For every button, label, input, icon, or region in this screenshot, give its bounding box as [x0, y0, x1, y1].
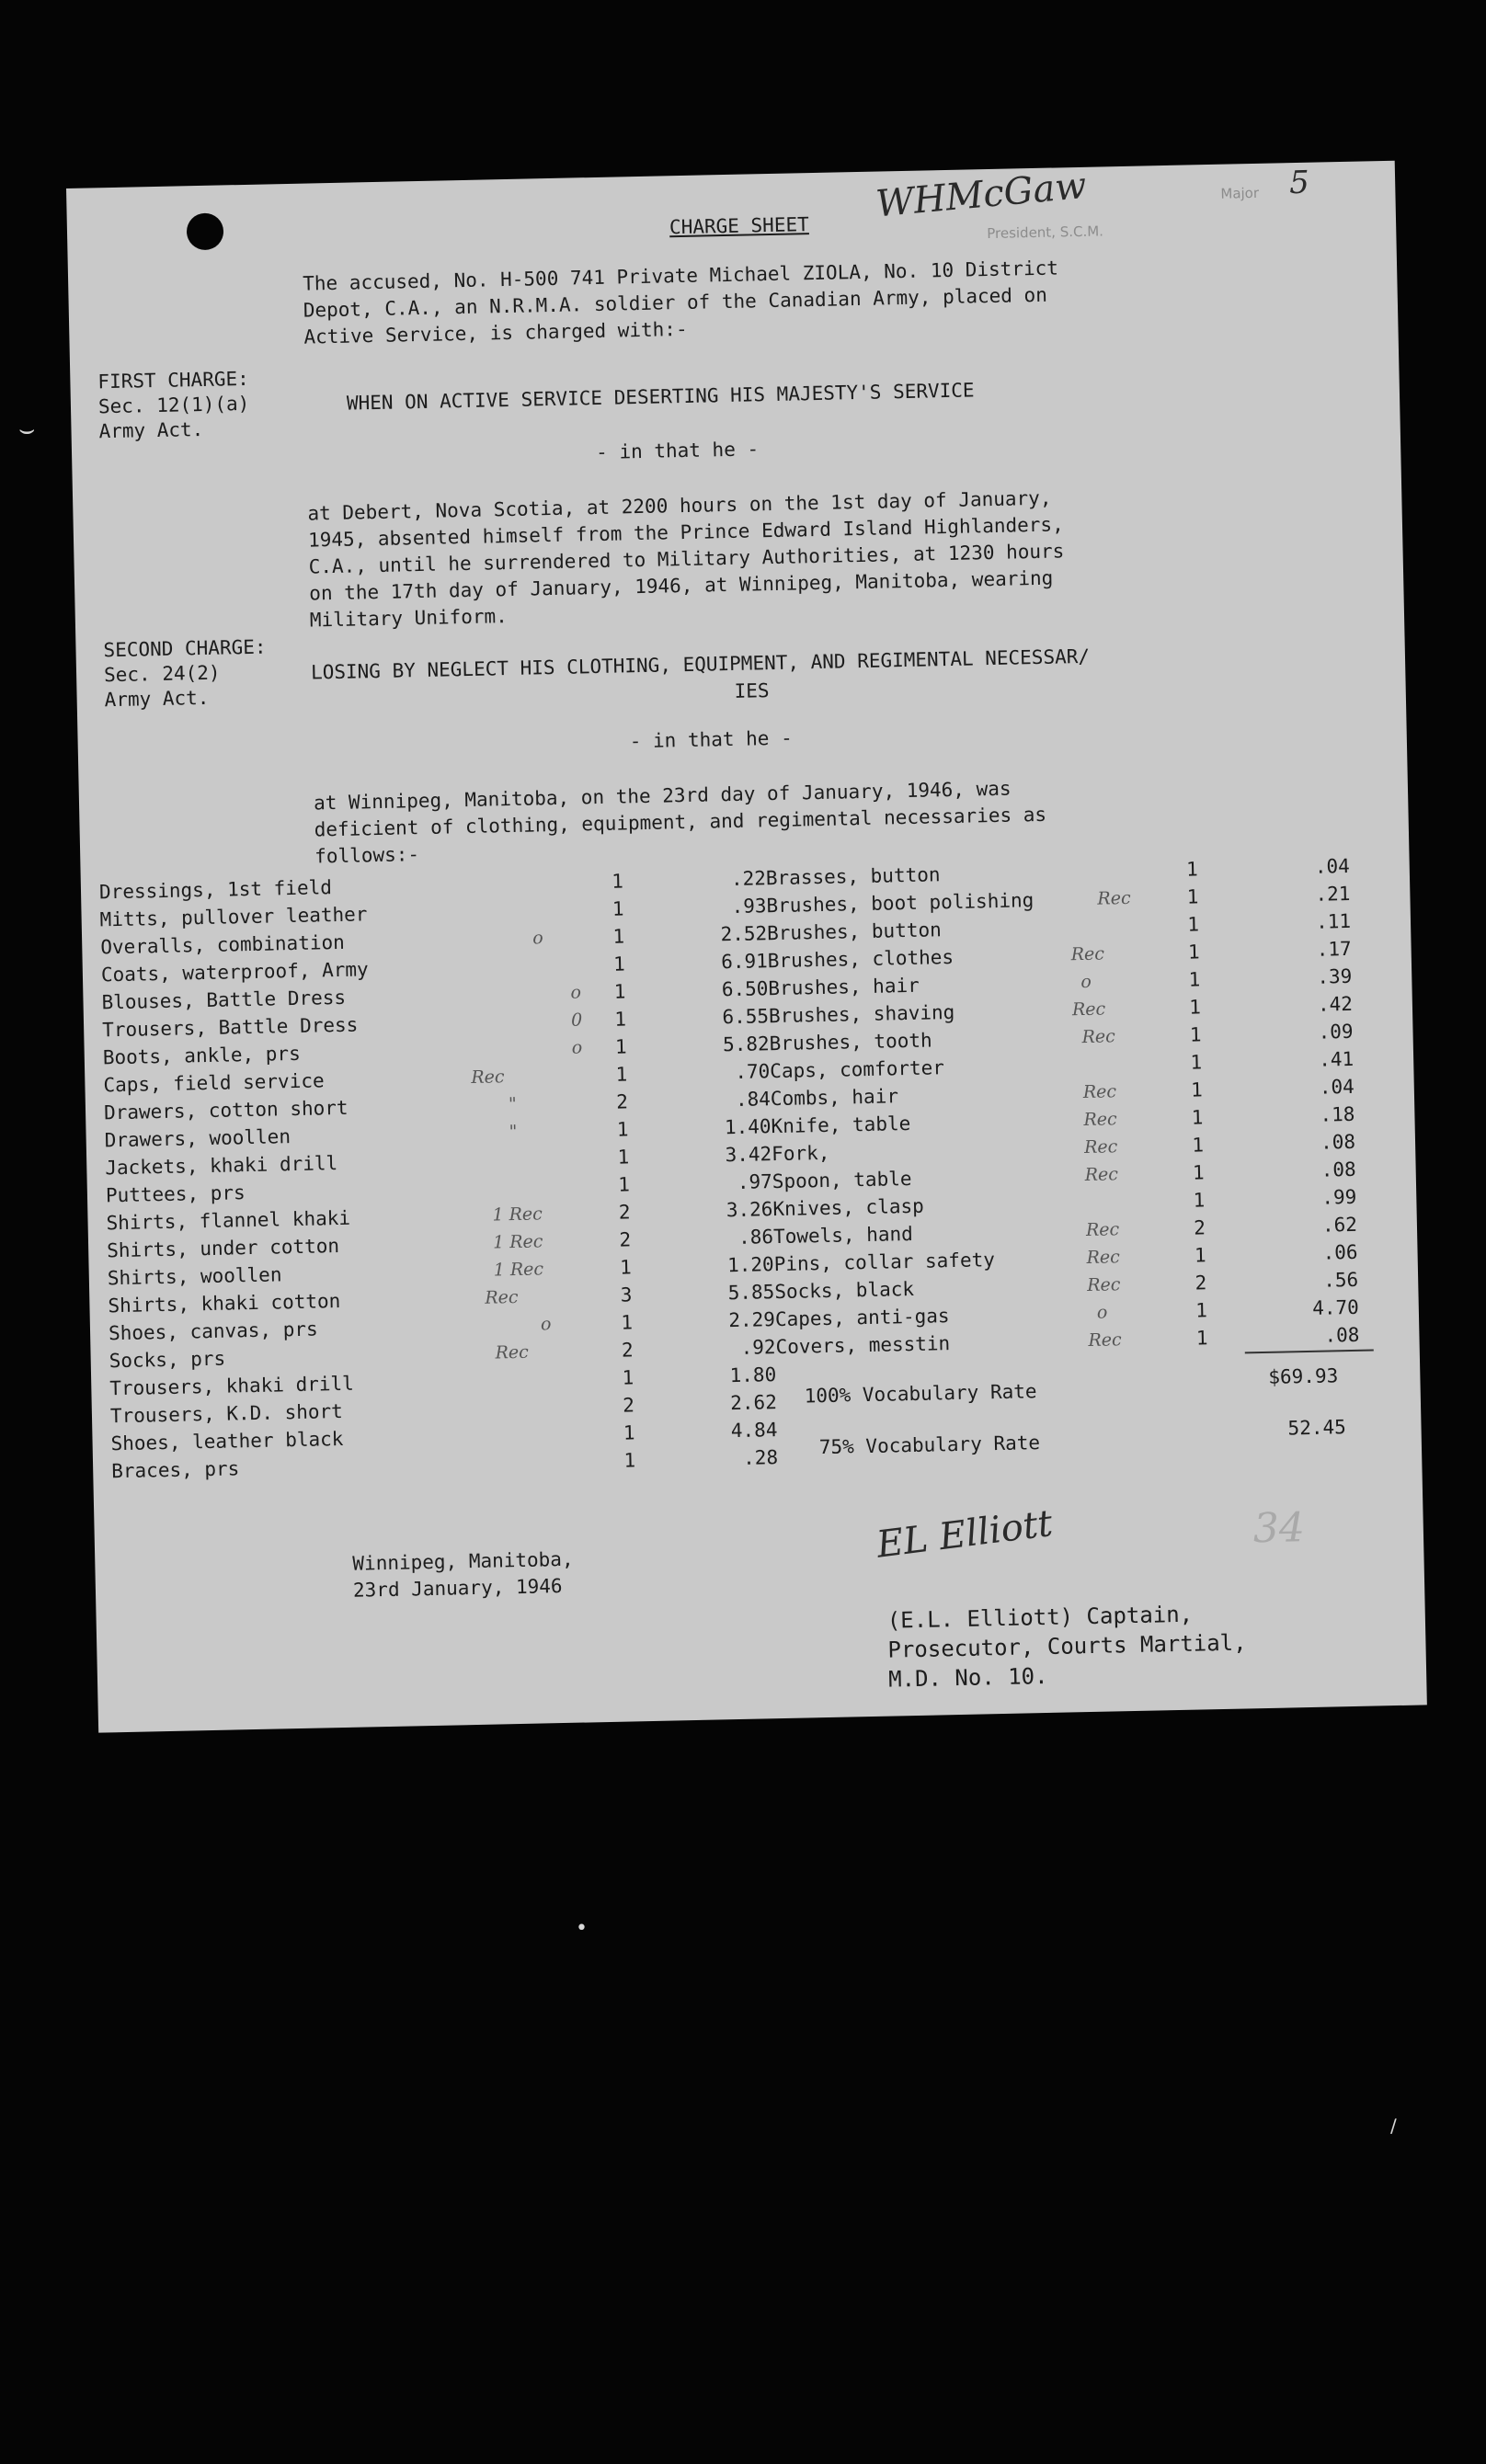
- scan-speck: ⌣: [18, 414, 36, 444]
- item-amount: 2.62: [729, 1391, 778, 1415]
- particulars-line: at Debert, Nova Scotia, at 2200 hours on the 1st day of January,: [307, 486, 1052, 525]
- item-qty: 1: [614, 1008, 627, 1031]
- item-qty: 1: [1187, 913, 1200, 936]
- list-item: [107, 1253, 774, 1293]
- date-line: 23rd January, 1946: [352, 1575, 563, 1602]
- item-name: Puttees, prs: [105, 1181, 246, 1207]
- item-qty: 2: [621, 1339, 634, 1362]
- document-title: CHARGE SHEET: [669, 213, 809, 239]
- handwritten-note: o: [540, 1314, 552, 1335]
- signature-line: (E.L. Elliott) Captain,: [886, 1601, 1194, 1634]
- page-number: 5: [1288, 164, 1310, 202]
- item-name: Knives, clasp: [772, 1194, 925, 1221]
- item-amount: .56: [1322, 1268, 1359, 1292]
- item-name: Shirts, khaki cotton: [108, 1290, 341, 1318]
- charge-sheet-document: [66, 161, 1427, 1733]
- first-charge-in-that: - in that he -: [595, 438, 760, 463]
- item-qty: 1: [1189, 1023, 1202, 1046]
- item-qty: 1: [615, 1063, 628, 1086]
- total-75-label: 75% Vocabulary Rate: [818, 1432, 1041, 1459]
- handwritten-note: Rec: [1097, 887, 1131, 909]
- item-name: Boots, ankle, prs: [102, 1042, 301, 1069]
- item-qty: 1: [612, 925, 625, 948]
- list-item: [768, 992, 1354, 1031]
- item-name: Trousers, khaki drill: [109, 1372, 355, 1400]
- scan-speck: ∕: [1390, 2115, 1397, 2137]
- place-date: [352, 1543, 721, 1603]
- item-amount: .93: [731, 895, 767, 918]
- item-name: Caps, field service: [103, 1069, 325, 1097]
- item-qty: 1: [1195, 1327, 1208, 1350]
- list-item: [109, 1363, 777, 1403]
- item-amount: .21: [1315, 882, 1351, 906]
- item-amount: 4.70: [1311, 1295, 1360, 1319]
- item-qty: 1: [1192, 1161, 1205, 1184]
- item-name: Mitts, pullover leather: [99, 903, 368, 931]
- item-name: Dressings, 1st field: [98, 876, 333, 904]
- particulars-line: on the 17th day of January, 1946, at Winnipeg, Manitoba, wearing: [309, 566, 1054, 605]
- item-qty: 2: [616, 1090, 629, 1113]
- item-amount: .11: [1315, 909, 1352, 933]
- item-name: Towels, hand: [772, 1222, 913, 1249]
- item-qty: 1: [619, 1256, 632, 1279]
- item-name: Blouses, Battle Dress: [101, 986, 347, 1014]
- item-name: Socks, black: [774, 1277, 915, 1304]
- list-item: [772, 1213, 1358, 1251]
- handwritten-note: Rec: [1088, 1329, 1122, 1351]
- item-amount: .84: [735, 1088, 772, 1111]
- item-name: Combs, hair: [770, 1085, 899, 1111]
- item-amount: 6.55: [722, 1005, 770, 1029]
- item-amount: 6.50: [721, 977, 769, 1001]
- item-qty: 1: [614, 1035, 627, 1058]
- item-name: Socks, prs: [109, 1347, 226, 1373]
- item-qty: 1: [1189, 996, 1202, 1019]
- item-amount: .08: [1324, 1323, 1360, 1347]
- charge-section: Sec. 12(1)(a): [97, 392, 250, 418]
- item-name: Brushes, button: [766, 918, 943, 945]
- second-charge-heading: [103, 634, 289, 713]
- first-charge-heading: [97, 366, 283, 444]
- first-charge-offence: WHEN ON ACTIVE SERVICE DESERTING HIS MAJESTY'S SERVICE: [346, 379, 975, 415]
- particulars-line: C.A., until he surrendered to Military Authorities, at 1230 hours: [308, 540, 1065, 578]
- item-amount: 2.29: [728, 1308, 776, 1332]
- second-charge-in-that: - in that he -: [629, 726, 793, 753]
- item-name: Drawers, woollen: [104, 1125, 291, 1152]
- list-item: [100, 922, 768, 962]
- item-qty: 1: [616, 1118, 629, 1141]
- intro-paragraph: [303, 253, 1187, 351]
- item-amount: 2.52: [720, 922, 768, 946]
- signature-line: M.D. No. 10.: [887, 1663, 1048, 1693]
- item-amount: .08: [1320, 1158, 1356, 1181]
- president-signature: WHMcGaw: [874, 164, 1089, 226]
- list-item: [770, 1075, 1355, 1113]
- item-amount: .04: [1319, 1075, 1355, 1099]
- list-item: [773, 1240, 1358, 1279]
- handwritten-note: Rec: [1083, 1136, 1118, 1158]
- item-qty: 1: [622, 1366, 634, 1389]
- item-name: Fork,: [771, 1141, 830, 1166]
- item-qty: 1: [1191, 1106, 1204, 1129]
- item-name: Shirts, under cotton: [106, 1235, 340, 1262]
- particulars-line: deficient of clothing, equipment, and regimental necessaries as: [314, 803, 1047, 841]
- item-amount: .97: [737, 1170, 773, 1193]
- item-name: Trousers, Battle Dress: [101, 1013, 359, 1042]
- president-rank: Major: [1220, 184, 1260, 202]
- particulars-line: 1945, absented himself from the Prince Edward Island Highlanders,: [307, 513, 1064, 552]
- item-name: Pins, collar safety: [773, 1249, 996, 1276]
- second-charge-particulars: [314, 771, 1198, 870]
- handwritten-note: Rec: [1070, 943, 1105, 965]
- item-qty: 1: [1192, 1134, 1205, 1157]
- handwritten-note: Rec: [1084, 1164, 1119, 1186]
- signature-line: Prosecutor, Courts Martial,: [887, 1629, 1247, 1663]
- charge-act: Army Act.: [98, 417, 204, 443]
- handwritten-note: Rec: [1085, 1219, 1120, 1241]
- item-amount: .22: [730, 867, 767, 891]
- item-amount: 1.20: [726, 1253, 774, 1277]
- item-qty: 1: [621, 1311, 634, 1334]
- item-qty: 1: [1190, 1051, 1203, 1074]
- item-qty: 1: [1195, 1299, 1208, 1322]
- item-amount: 5.85: [727, 1281, 775, 1305]
- president-caption: President, S.C.M.: [987, 222, 1104, 243]
- list-item: [774, 1295, 1360, 1334]
- item-amount: 1.80: [729, 1363, 777, 1387]
- handwritten-note: Rec: [1082, 1081, 1117, 1103]
- list-item: [769, 1020, 1354, 1058]
- item-amount: .62: [1321, 1213, 1358, 1237]
- particulars-line: at Winnipeg, Manitoba, on the 23rd day of January, 1946, was: [313, 777, 1012, 815]
- list-item: [101, 977, 769, 1017]
- handwritten-note: Rec: [1083, 1109, 1117, 1131]
- punch-hole: [187, 212, 224, 250]
- handwritten-note: o: [570, 982, 582, 1003]
- scan-speck: •: [576, 1917, 588, 1940]
- item-name: Knife, table: [771, 1112, 911, 1138]
- item-amount: 3.42: [725, 1143, 772, 1167]
- handwritten-note: Rec: [471, 1067, 505, 1088]
- list-item: [99, 895, 767, 934]
- item-name: Covers, messtin: [775, 1332, 951, 1359]
- item-name: Shoes, canvas, prs: [108, 1318, 318, 1345]
- prosecutor-signature: EL Elliott: [874, 1501, 1056, 1567]
- total-100-label: 100% Vocabulary Rate: [804, 1380, 1037, 1408]
- item-qty: 1: [612, 953, 626, 975]
- handwritten-note: 1 Rec: [492, 1203, 543, 1226]
- first-charge-particulars: [307, 482, 1193, 633]
- item-name: Brasses, button: [765, 863, 941, 890]
- item-qty: 1: [1190, 1078, 1204, 1101]
- charge-act: Army Act.: [104, 686, 210, 712]
- item-name: Brushes, tooth: [769, 1029, 932, 1055]
- handwritten-note: 1 Rec: [493, 1259, 544, 1281]
- total-rule: [1245, 1350, 1374, 1354]
- item-name: Trousers, K.D. short: [109, 1399, 344, 1428]
- handwritten-note: Rec: [495, 1341, 530, 1363]
- item-amount: 1.40: [724, 1115, 772, 1139]
- item-amount: .18: [1320, 1102, 1355, 1126]
- item-qty: 1: [612, 870, 624, 893]
- item-amount: .70: [735, 1060, 771, 1083]
- item-amount: .28: [742, 1446, 779, 1469]
- charge-section: Sec. 24(2): [103, 661, 221, 687]
- item-qty: 2: [1195, 1272, 1207, 1295]
- handwritten-note: o: [532, 928, 543, 949]
- item-amount: 3.26: [726, 1198, 773, 1222]
- item-qty: 1: [617, 1146, 630, 1169]
- list-item: [767, 937, 1352, 975]
- item-qty: 2: [622, 1394, 635, 1417]
- item-amount: 4.84: [730, 1419, 778, 1443]
- item-qty: 1: [1185, 858, 1199, 881]
- second-charge-offence-cont: IES: [734, 679, 770, 702]
- item-amount: .06: [1322, 1240, 1358, 1264]
- particulars-line: follows:-: [314, 843, 420, 868]
- list-item: [774, 1268, 1359, 1306]
- handwritten-note: Rec: [1071, 998, 1106, 1021]
- item-amount: .17: [1316, 937, 1352, 961]
- item-name: Shirts, woollen: [107, 1263, 282, 1290]
- item-amount: .99: [1321, 1185, 1357, 1209]
- list-item: [775, 1323, 1360, 1362]
- item-qty: 2: [619, 1228, 632, 1251]
- item-name: Braces, prs: [110, 1457, 240, 1483]
- item-amount: 6.91: [720, 950, 769, 974]
- handwritten-note: 1 Rec: [492, 1231, 543, 1253]
- place-line: Winnipeg, Manitoba,: [352, 1547, 574, 1575]
- particulars-line: Military Uniform.: [309, 605, 509, 632]
- list-item: [771, 1102, 1355, 1141]
- item-qty: 1: [1187, 941, 1200, 964]
- list-item: [110, 1446, 779, 1486]
- handwritten-note: ": [509, 1121, 518, 1143]
- handwritten-note: 0: [570, 1010, 583, 1031]
- item-name: Shoes, leather black: [110, 1427, 344, 1455]
- handwritten-note: o: [1080, 971, 1092, 993]
- list-item: [770, 1047, 1355, 1086]
- list-item: [108, 1281, 775, 1320]
- item-qty: 1: [623, 1421, 635, 1444]
- margin-number: 34: [1252, 1504, 1306, 1553]
- list-item: [768, 964, 1353, 1003]
- item-qty: 3: [620, 1283, 633, 1306]
- item-amount: .86: [737, 1226, 774, 1249]
- item-qty: 1: [1188, 968, 1201, 991]
- item-qty: 2: [618, 1201, 631, 1224]
- charge-label: SECOND CHARGE:: [103, 635, 267, 662]
- item-name: Caps, comforter: [770, 1056, 945, 1083]
- signature-block: [886, 1596, 1366, 1694]
- handwritten-note: Rec: [1086, 1247, 1121, 1269]
- item-name: Brushes, shaving: [768, 1000, 955, 1028]
- handwritten-note: Rec: [485, 1286, 519, 1308]
- item-amount: 5.82: [722, 1032, 770, 1056]
- item-amount: .42: [1317, 992, 1354, 1016]
- item-name: Drawers, cotton short: [103, 1096, 349, 1124]
- item-qty: 1: [617, 1173, 631, 1196]
- item-qty: 1: [613, 980, 626, 1003]
- total-100-amount: $69.93: [1268, 1364, 1339, 1388]
- item-name: Jackets, khaki drill: [105, 1152, 338, 1180]
- intro-line: The accused, No. H-500 741 Private Michael ZIOLA, No. 10 District: [302, 257, 1059, 295]
- item-name: Shirts, flannel khaki: [106, 1206, 351, 1235]
- handwritten-note: ": [508, 1093, 517, 1115]
- handwritten-note: Rec: [1081, 1026, 1115, 1048]
- item-qty: 2: [1194, 1216, 1206, 1239]
- second-charge-offence: LOSING BY NEGLECT HIS CLOTHING, EQUIPMENT, AND REGIMENTAL NECESSAR/: [310, 645, 1091, 684]
- item-amount: .41: [1318, 1047, 1355, 1071]
- item-amount: .92: [740, 1336, 776, 1359]
- list-item: [766, 882, 1351, 920]
- item-name: Brushes, clothes: [767, 945, 954, 973]
- item-name: Coats, waterproof, Army: [100, 958, 369, 987]
- item-qty: 1: [612, 897, 624, 920]
- item-name: Capes, anti-gas: [774, 1305, 950, 1331]
- charge-label: FIRST CHARGE:: [97, 367, 250, 394]
- item-amount: .09: [1318, 1020, 1354, 1044]
- total-75-amount: 52.45: [1287, 1416, 1346, 1440]
- item-name: Overalls, combination: [100, 930, 346, 959]
- list-item: [765, 854, 1350, 893]
- handwritten-note: o: [1096, 1302, 1108, 1323]
- item-qty: 1: [1193, 1189, 1206, 1212]
- item-amount: .39: [1317, 964, 1353, 988]
- item-amount: .08: [1320, 1130, 1356, 1154]
- item-amount: .04: [1314, 854, 1350, 878]
- item-qty: 1: [1186, 885, 1199, 908]
- item-qty: 1: [1194, 1244, 1206, 1267]
- list-item: [772, 1185, 1357, 1224]
- intro-line: Depot, C.A., an N.R.M.A. soldier of the Canadian Army, placed on: [303, 283, 1048, 322]
- intro-line: Active Service, is charged with:-: [303, 317, 688, 348]
- item-name: Brushes, boot polishing: [766, 889, 1034, 918]
- handwritten-note: o: [571, 1037, 583, 1058]
- item-qty: 1: [623, 1449, 636, 1472]
- list-item: [766, 909, 1352, 948]
- item-name: Spoon, table: [772, 1167, 912, 1193]
- handwritten-note: Rec: [1086, 1274, 1121, 1296]
- item-name: Brushes, hair: [768, 974, 920, 1000]
